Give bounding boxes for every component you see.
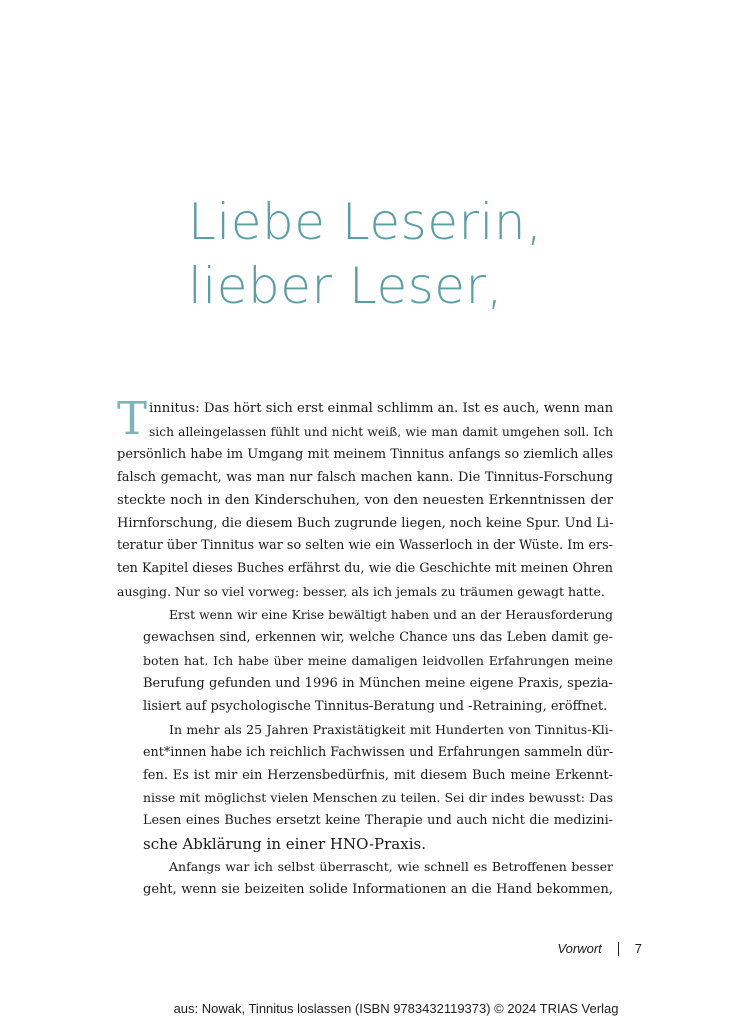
page-heading	[188, 190, 708, 318]
footer-divider	[618, 942, 619, 956]
text-line: teratur über Tinnitus war so selten wie ein Wasserloch in der Wüste. Im ers-	[117, 538, 613, 554]
text-line: gewachsen sind, erkennen wir, welche Chance uns das Leben damit ge-	[143, 630, 613, 646]
page-number: 7	[634, 941, 642, 956]
text-line: boten hat. Ich habe über meine damaligen leidvollen Erfahrungen meine	[143, 652, 613, 668]
text-line: sich alleingelassen fühlt und nicht weiß, wie man damit umgehen soll. Ich	[149, 424, 613, 439]
text-line: In mehr als 25 Jahren Praxistätigkeit mit Hunderten von Tinnitus-Kli-	[169, 721, 613, 737]
text-line: lisiert auf psychologische Tinnitus-Beratung und -Retraining, eröffnet.	[143, 698, 608, 714]
text-line: geht, wenn sie beizeiten solide Informationen an die Hand bekommen,	[143, 882, 613, 898]
text-line: ent*innen habe ich reichlich Fachwissen und Erfahrungen sammeln dür-	[143, 744, 614, 760]
paragraph-2	[117, 604, 613, 719]
text-line: Anfangs war ich selbst überrascht, wie schnell es Betroffenen besser	[169, 859, 613, 875]
source-citation: aus: Nowak, Tinnitus loslassen (ISBN 9783432119373) © 2024 TRIAS Verlag	[173, 1001, 619, 1016]
text-line: persönlich habe im Umgang mit meinem Tinnitus anfangs so ziemlich alles	[117, 446, 613, 462]
text-line: ausging. Nur so viel vorweg: besser, als ich jemals zu träumen gewagt hatte.	[117, 584, 605, 600]
heading-line-1: Liebe Leserin,	[188, 193, 543, 251]
text-line: nisse mit möglichst vielen Menschen zu teilen. Sei dir indes bewusst: Das	[143, 790, 613, 806]
text-line: fen. Es ist mir ein Herzensbedürfnis, mit diesem Buch meine Erkennt-	[143, 767, 613, 783]
text-line: sche Abklärung in einer HNO-Praxis.	[143, 835, 426, 854]
paragraph-3	[117, 719, 613, 856]
text-line: Lesen eines Buches ersetzt keine Therapie und auch nicht die medizini-	[143, 813, 613, 829]
dropcap: T	[117, 392, 148, 445]
text-line: ten Kapitel dieses Buches erfährst du, wie die Geschichte mit meinen Ohren	[117, 561, 613, 577]
paragraph-4	[117, 856, 613, 902]
body-text	[117, 392, 614, 902]
text-line: Erst wenn wir eine Krise bewältigt haben und an der Herausforderung	[169, 608, 613, 623]
text-line: Berufung gefunden und 1996 in München meine eigene Praxis, spezia-	[143, 675, 613, 691]
text-line: steckte noch in den Kinderschuhen, von den neuesten Erkenntnissen der	[117, 492, 613, 508]
text-line: Hirnforschung, die diesem Buch zugrunde liegen, noch keine Spur. Und Li-	[117, 515, 614, 531]
text-line: falsch gemacht, was man nur falsch machen kann. Die Tinnitus-Forschung	[117, 469, 613, 485]
section-title: Vorwort	[557, 941, 602, 956]
page-footer	[557, 941, 642, 956]
text-line: innitus: Das hört sich erst einmal schlimm an. Ist es auch, wenn man	[149, 401, 614, 416]
paragraph-1	[117, 392, 614, 604]
heading-line-2: lieber Leser,	[188, 257, 503, 315]
